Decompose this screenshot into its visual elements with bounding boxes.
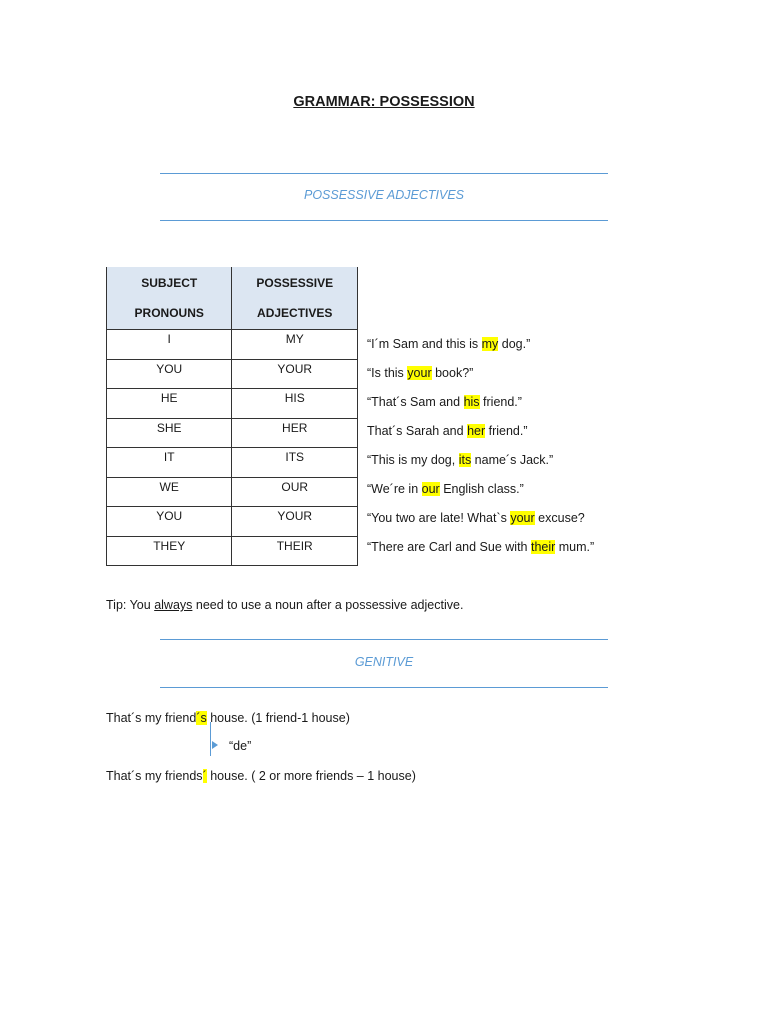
highlighted-word: his — [463, 395, 480, 409]
example-text: That´s Sarah and — [367, 424, 468, 438]
section-rule-top — [160, 173, 608, 174]
possessive-adjective-cell: MY — [232, 330, 358, 360]
subject-pronoun-cell: YOU — [107, 359, 232, 389]
subject-pronoun-cell: YOU — [107, 507, 232, 537]
highlighted-word: our — [421, 482, 440, 496]
example-text: friend.” — [479, 395, 522, 409]
highlighted-apostrophe: ´ — [202, 769, 207, 783]
pronoun-table — [106, 267, 358, 566]
example-text: “We´re in — [367, 482, 422, 496]
example-sentence — [367, 453, 553, 467]
example-sentence — [367, 337, 530, 351]
example-text: “You two are late! What`s — [367, 511, 511, 525]
possessive-adjective-cell: ITS — [232, 448, 358, 478]
header-line: POSSESSIVE — [256, 276, 334, 290]
table-header-cell — [232, 267, 358, 330]
header-line: PRONOUNS — [134, 306, 204, 320]
subject-pronoun-cell: SHE — [107, 418, 232, 448]
subject-pronoun-cell: THEY — [107, 536, 232, 566]
example-text: “That´s Sam and — [367, 395, 464, 409]
table-row — [107, 477, 358, 507]
connector-line — [210, 722, 211, 756]
subject-pronoun-cell: IT — [107, 448, 232, 478]
highlighted-word: her — [467, 424, 486, 438]
section-heading-possessive: POSSESSIVE ADJECTIVES — [303, 188, 464, 202]
example-sentence — [367, 482, 524, 496]
possessive-adjective-cell: HIS — [232, 389, 358, 419]
highlighted-apostrophe: ´s — [196, 711, 207, 725]
possessive-adjective-cell: OUR — [232, 477, 358, 507]
genitive-note: “de” — [229, 739, 252, 753]
example-sentence — [367, 540, 594, 554]
example-text: “This is my dog, — [367, 453, 459, 467]
genitive-singular-line — [106, 711, 350, 725]
section-heading-genitive: GENITIVE — [354, 655, 414, 669]
highlighted-word: its — [458, 453, 472, 467]
section-rule-bottom — [160, 687, 608, 688]
arrow-right-icon — [212, 741, 218, 749]
tip-text: need to use a noun after a possessive adjective. — [192, 598, 464, 612]
table-row — [107, 536, 358, 566]
possessive-adjective-cell: YOUR — [232, 359, 358, 389]
tip-emphasis: always — [154, 598, 193, 612]
example-sentence — [367, 366, 473, 380]
tip-line — [106, 598, 463, 612]
example-text: book?” — [431, 366, 474, 380]
genitive-plural-line — [106, 769, 416, 783]
table-header-cell — [107, 267, 232, 330]
example-text: dog.” — [498, 337, 531, 351]
table-row — [107, 330, 358, 360]
example-text: name´s Jack.” — [471, 453, 554, 467]
example-text: friend.” — [485, 424, 528, 438]
table-row — [107, 389, 358, 419]
page-title: GRAMMAR: POSSESSION — [293, 94, 475, 110]
possessive-adjective-cell: YOUR — [232, 507, 358, 537]
highlighted-word: your — [510, 511, 535, 525]
genitive-text: house. ( 2 or more friends – 1 house) — [206, 769, 416, 783]
example-text: “Is this — [367, 366, 408, 380]
genitive-text: house. (1 friend-1 house) — [206, 711, 350, 725]
table-row — [107, 507, 358, 537]
example-text: English class.” — [439, 482, 524, 496]
section-rule-bottom — [160, 220, 608, 221]
example-sentence — [367, 395, 522, 409]
example-text: mum.” — [555, 540, 595, 554]
header-line: ADJECTIVES — [257, 306, 333, 320]
example-sentence — [367, 511, 585, 525]
possessive-adjective-cell: HER — [232, 418, 358, 448]
table-row — [107, 448, 358, 478]
example-text: excuse? — [534, 511, 585, 525]
example-text: “I´m Sam and this is — [367, 337, 482, 351]
section-rule-top — [160, 639, 608, 640]
example-text: “There are Carl and Sue with — [367, 540, 531, 554]
header-line: SUBJECT — [141, 276, 198, 290]
possessive-adjective-cell: THEIR — [232, 536, 358, 566]
highlighted-word: their — [530, 540, 556, 554]
subject-pronoun-cell: WE — [107, 477, 232, 507]
tip-text: Tip: You — [106, 598, 155, 612]
example-sentence — [367, 424, 528, 438]
table-row — [107, 359, 358, 389]
subject-pronoun-cell: I — [107, 330, 232, 360]
highlighted-word: my — [481, 337, 499, 351]
highlighted-word: your — [407, 366, 432, 380]
genitive-text: That´s my friend — [106, 711, 197, 725]
subject-pronoun-cell: HE — [107, 389, 232, 419]
genitive-text: That´s my friends — [106, 769, 203, 783]
table-header-row — [107, 267, 358, 330]
table-row — [107, 418, 358, 448]
